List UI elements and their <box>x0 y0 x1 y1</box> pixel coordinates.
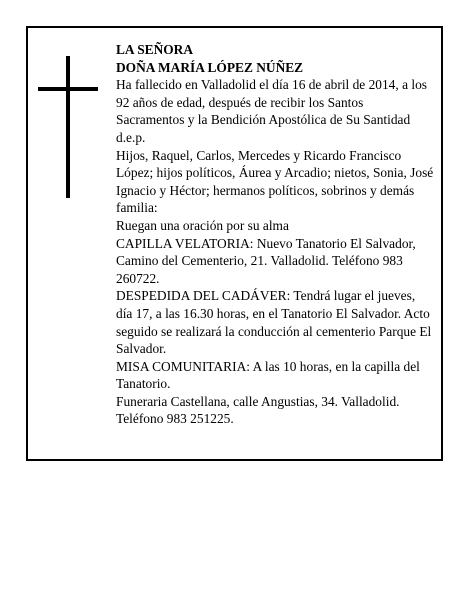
prayer-request: Ruegan una oración por su alma <box>116 217 289 233</box>
title-honorific: LA SEÑORA <box>116 42 194 57</box>
family-list: Hijos, Raquel, Carlos, Mercedes y Ricardo Francisco López; hijos políticos, Áurea y Arcadio; nietos, Sonia, José Ignacio y Héctor; hermanos políticos, sobrinos y demás familia: <box>116 147 434 216</box>
latin-cross-icon <box>38 56 98 198</box>
mass-info: MISA COMUNITARIA: A las 10 horas, en la capilla del Tanatorio. <box>116 358 420 392</box>
cross-vertical-bar <box>66 56 70 198</box>
obituary-notice-frame <box>26 26 443 461</box>
obituary-text <box>116 41 434 428</box>
funeral-home-info: Funeraria Castellana, calle Angustias, 34. Valladolid. Teléfono 983 251225. <box>116 393 400 427</box>
wake-chapel-info: CAPILLA VELATORIA: Nuevo Tanatorio El Salvador, Camino del Cementerio, 21. Valladolid. Teléfono 983 260722. <box>116 235 416 286</box>
farewell-info: DESPEDIDA DEL CADÁVER: Tendrá lugar el jueves, día 17, a las 16.30 horas, en el Tanatorio El Salvador. Acto seguido se realizará la conducción al cementerio Parque El Salvador. <box>116 288 432 357</box>
cross-horizontal-bar <box>38 87 98 91</box>
death-announcement: Ha fallecido en Valladolid el día 16 de abril de 2014, a los 92 años de edad, después de recibir los Santos Sacramentos y la Bendición Apostólica de Su Santidad d.e.p. <box>116 77 427 145</box>
deceased-name: DOÑA MARÍA LÓPEZ NÚÑEZ <box>116 59 304 75</box>
